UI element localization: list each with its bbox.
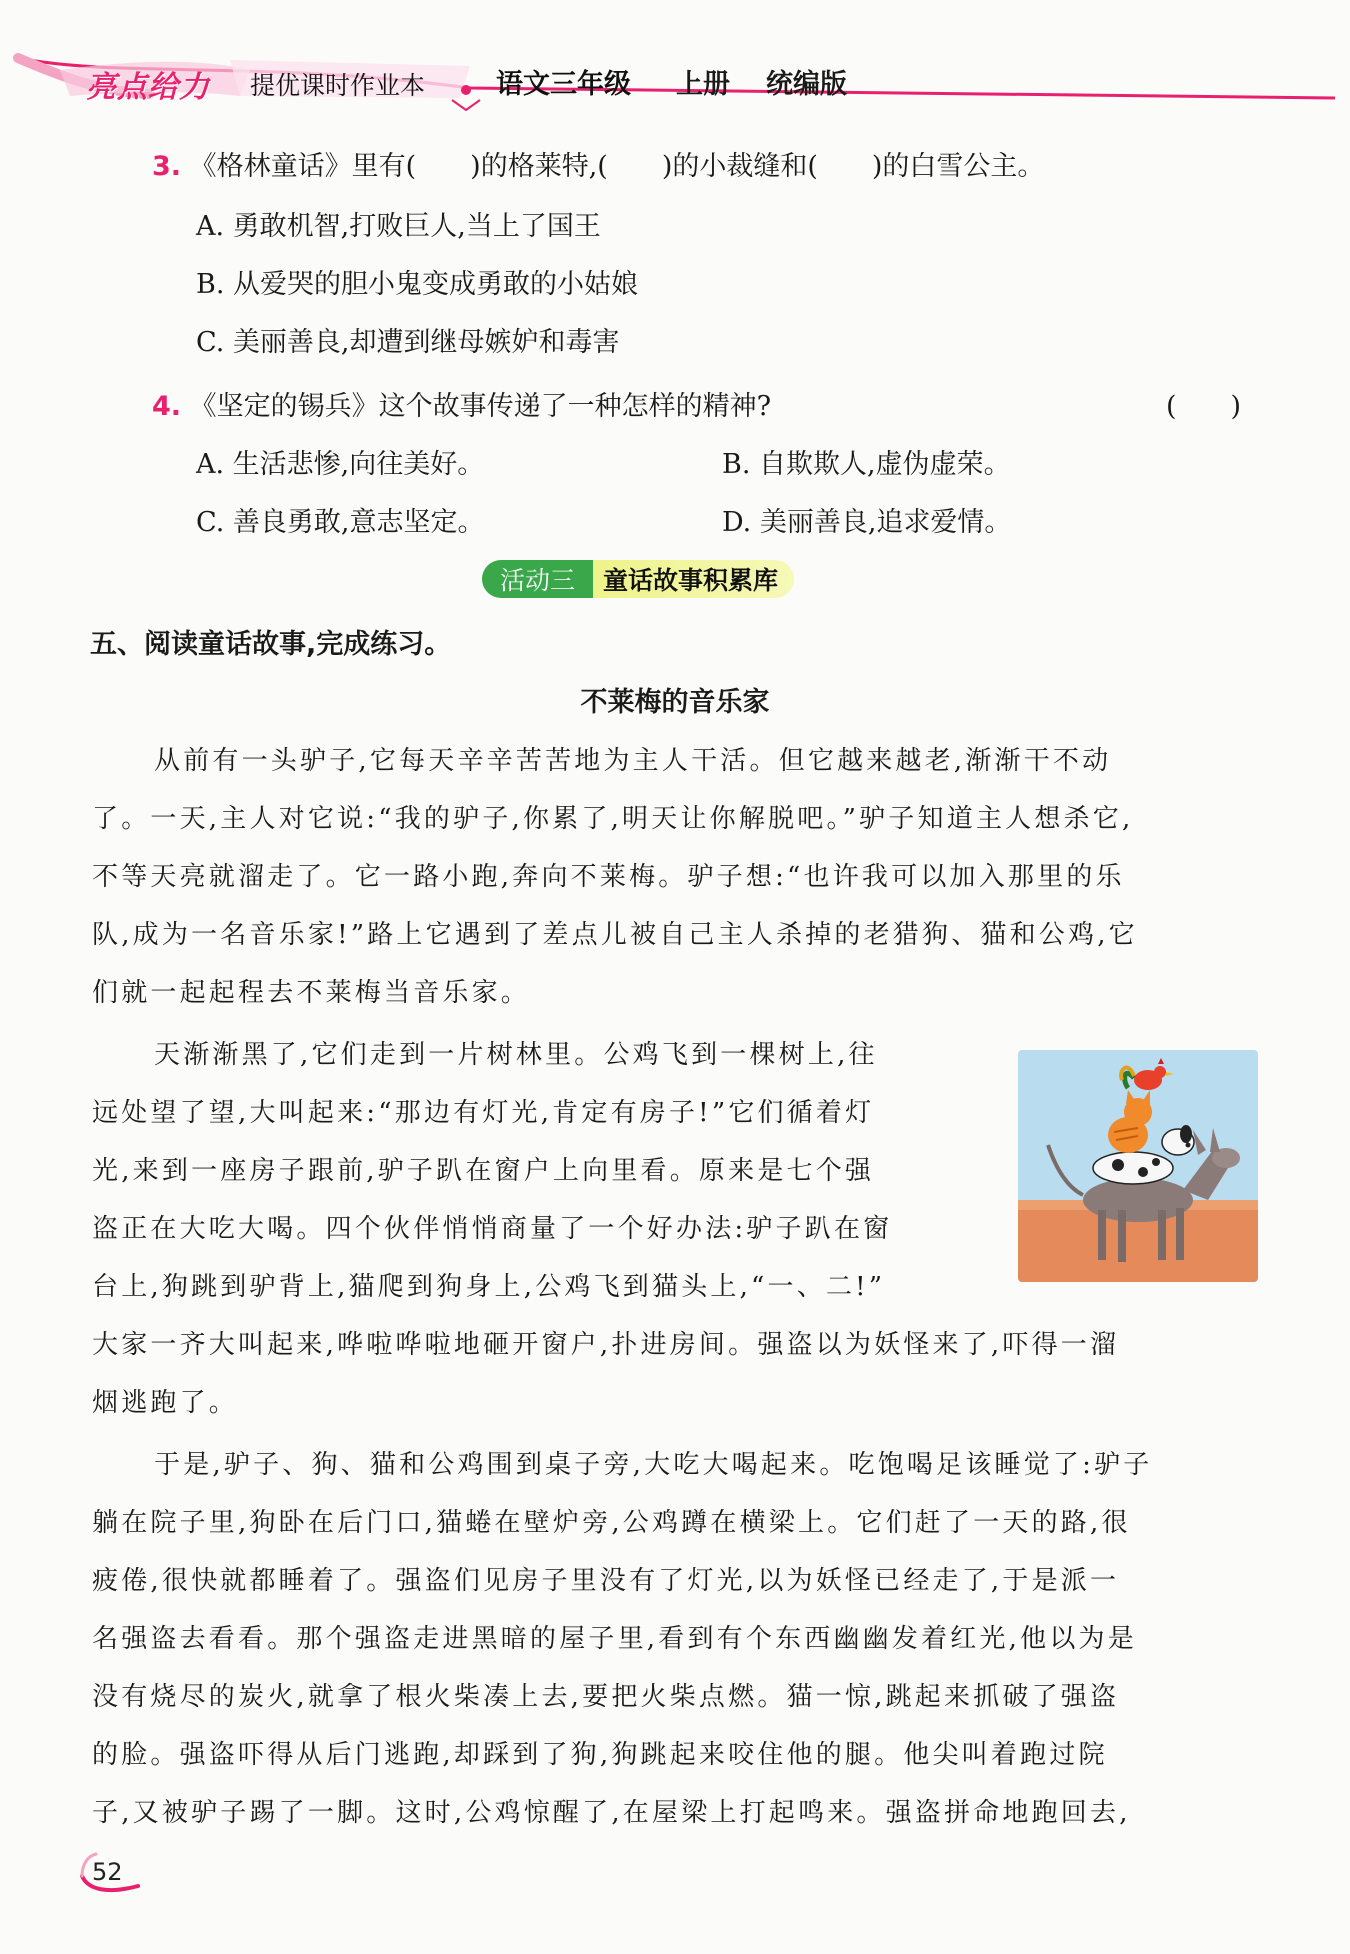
story-line: 光,来到一座房子跟前,驴子趴在窗户上向里看。原来是七个强 [92, 1156, 875, 1186]
question-text: 《坚定的锡兵》这个故事传递了一种怎样的精神? [189, 391, 772, 422]
q3-option-c: C. 美丽善良,却遭到继母嫉妒和毒害 [196, 327, 620, 358]
book-subtitle: 提优课时作业本 [250, 71, 426, 100]
story-line: 子,又被驴子踢了一脚。这时,公鸡惊醒了,在屋梁上打起鸣来。强盗拼命地跑回去, [92, 1798, 1131, 1828]
story-line: 的脸。强盗吓得从后门逃跑,却踩到了狗,狗跳起来咬住他的腿。他尖叫着跑过院 [92, 1740, 1108, 1770]
page-number: 52 [92, 1858, 123, 1886]
story-line: 不等天亮就溜走了。它一路小跑,奔向不莱梅。驴子想:“也许我可以加入那里的乐 [92, 862, 1125, 892]
question-number: 3. [152, 151, 182, 182]
grade-label: 语文三年级 [496, 69, 631, 100]
edition-label: 统编版 [766, 69, 847, 100]
bremen-musicians-illustration [1018, 1050, 1258, 1282]
story-line: 远处望了望,大叫起来:“那边有灯光,肯定有房子!”它们循着灯 [92, 1098, 875, 1128]
story-line: 于是,驴子、狗、猫和公鸡围到桌子旁,大吃大喝起来。吃饱喝足该睡觉了:驴子 [154, 1450, 1153, 1480]
brand-logo: 亮点给力 [86, 70, 210, 105]
question-4 [152, 384, 771, 423]
story-line: 没有烧尽的炭火,就拿了根火柴凑上去,要把火柴点燃。猫一惊,跳起来抓破了强盗 [92, 1682, 1120, 1712]
story-line: 们就一起起程去不莱梅当音乐家。 [92, 978, 531, 1008]
story-line: 躺在院子里,狗卧在后门口,猫蜷在壁炉旁,公鸡蹲在横梁上。它们赶了一天的路,很 [92, 1508, 1131, 1538]
story-line: 盗正在大吃大喝。四个伙伴悄悄商量了一个好办法:驴子趴在窗 [92, 1214, 893, 1244]
story-line: 台上,狗跳到驴背上,猫爬到狗身上,公鸡飞到猫头上,“一、二!” [92, 1272, 886, 1302]
story-line: 烟逃跑了。 [92, 1388, 239, 1418]
q4-option-c: C. 善良勇敢,意志坚定。 [196, 507, 485, 538]
q3-option-b: B. 从爱哭的胆小鬼变成勇敢的小姑娘 [196, 269, 639, 300]
story-line: 队,成为一名音乐家!”路上它遇到了差点儿被自己主人杀掉的老猎狗、猫和公鸡,它 [92, 920, 1138, 950]
question-number: 4. [152, 391, 182, 422]
story-line: 名强盗去看看。那个强盗走进黑暗的屋子里,看到有个东西幽幽发着红光,他以为是 [92, 1624, 1137, 1654]
story-line: 疲倦,很快就都睡着了。强盗们见房子里没有了灯光,以为妖怪已经走了,于是派一 [92, 1566, 1120, 1596]
q4-option-d: D. 美丽善良,追求爱情。 [722, 507, 1012, 538]
question-text: 《格林童话》里有( )的格莱特,( )的小裁缝和( )的白雪公主。 [189, 151, 1045, 182]
activity-banner [482, 560, 794, 598]
story-title: 不莱梅的音乐家 [580, 687, 770, 718]
section-title: 五、阅读童话故事,完成练习。 [90, 629, 452, 660]
story-line: 天渐渐黑了,它们走到一片树林里。公鸡飞到一棵树上,往 [154, 1040, 878, 1070]
page-header [0, 0, 1350, 120]
q4-option-a: A. 生活悲惨,向往美好。 [196, 449, 485, 480]
story-line: 从前有一头驴子,它每天辛辛苦苦地为主人干活。但它越来越老,渐渐干不动 [154, 746, 1112, 776]
story-line: 大家一齐大叫起来,哗啦哗啦地砸开窗户,扑进房间。强盗以为妖怪来了,吓得一溜 [92, 1330, 1120, 1360]
story-line: 了。一天,主人对它说:“我的驴子,你累了,明天让你解脱吧。”驴子知道主人想杀它, [92, 804, 1134, 834]
activity-title: 童话故事积累库 [593, 560, 794, 598]
volume-label: 上册 [676, 69, 730, 100]
question-3 [152, 144, 1044, 183]
activity-tag: 活动三 [482, 560, 593, 598]
q3-option-a: A. 勇敢机智,打败巨人,当上了国王 [196, 211, 601, 242]
q4-option-b: B. 自欺欺人,虚伪虚荣。 [722, 449, 1011, 480]
answer-box[interactable]: ( ) [1166, 391, 1242, 422]
